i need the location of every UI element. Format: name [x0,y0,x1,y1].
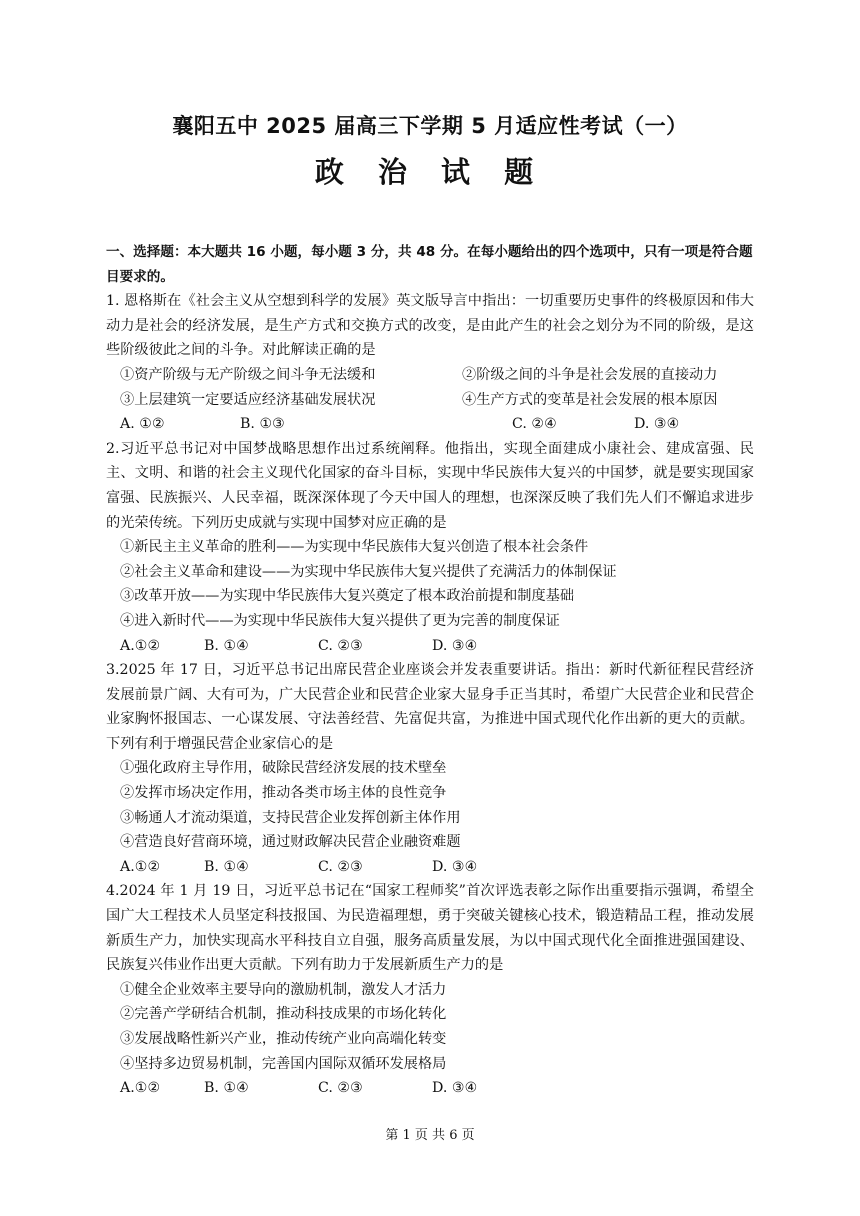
choice-d: D. ③④ [634,416,680,433]
statement: ②完善产学研结合机制，推动科技成果的市场化转化 [120,1006,447,1023]
statement-row [106,363,754,388]
statement: ③上层建筑一定要适应经济基础发展状况 [120,391,376,408]
statement: ②社会主义革命和建设——为实现中华民族伟大复兴提供了充满活力的体制保证 [120,563,617,580]
statement: ④营造良好营商环境，通过财政解决民营企业融资难题 [120,834,461,851]
page-number: 第 1 页 共 6 页 [385,1128,475,1143]
choice-a: A.①② [120,858,161,875]
choice-a: A.①② [120,1080,161,1097]
question-3 [106,658,754,879]
subject-title: 政 治 试 题 [314,155,546,189]
statement: ①资产阶级与无产阶级之间斗争无法缓和 [120,366,376,383]
choice-c: C. ②③ [318,637,363,654]
statement: ①强化政府主导作用，破除民营经济发展的技术壁垒 [120,760,447,777]
statement-row [106,388,754,413]
question-2 [106,437,754,658]
question-1 [106,289,754,437]
statement: ②发挥市场决定作用，推动各类市场主体的良性竞争 [120,785,447,802]
section-heading: 一、选择题：本大题共 16 小题，每小题 3 分，共 48 分。在每小题给出的四个选项中，只有一项是符合题目要求的。 [106,244,753,285]
choice-b: B. ①④ [204,858,249,875]
statement: ④生产方式的变革是社会发展的根本原因 [462,391,718,408]
choice-c: C. ②③ [318,1080,363,1097]
choice-a: A.①② [120,637,161,654]
answer-choices [106,1076,754,1101]
answer-choices [106,855,754,880]
question-stem: 2.习近平总书记对中国梦战略思想作出过系统阐释。他指出，实现全面建成小康社会、建成富强、民主、文明、和谐的社会主义现代化国家的奋斗目标，实现中华民族伟大复兴的中国梦，就是要实现国家富强、民族振兴、人民幸福，既深深体现了今天中国人的理想，也深深反映了我们先人们不懈追求进步的光荣传统。下列历史成就与实现中国梦对应正确的是 [106,440,754,531]
question-4 [106,879,754,1100]
exam-title: 襄阳五中 2025 届高三下学期 5 月适应性考试（一） [172,114,688,138]
statement: ④进入新时代——为实现中华民族伟大复兴提供了更为完善的制度保证 [120,612,560,629]
answer-choices [106,412,754,437]
choice-b: B. ①③ [240,416,285,433]
choice-d: D. ③④ [432,637,478,654]
choice-a: A. ①② [120,416,165,433]
choice-b: B. ①④ [204,1080,249,1097]
statement: ③畅通人才流动渠道，支持民营企业发挥创新主体作用 [120,809,461,826]
choice-c: C. ②④ [512,416,557,433]
choice-c: C. ②③ [318,858,363,875]
exam-body [106,240,754,1101]
statement: ④坚持多边贸易机制，完善国内国际双循环发展格局 [120,1055,447,1072]
statement: ①健全企业效率主要导向的激励机制，激发人才活力 [120,981,447,998]
statement: ①新民主主义革命的胜利——为实现中华民族伟大复兴创造了根本社会条件 [120,539,589,556]
question-stem: 3.2025 年 17 日，习近平总书记出席民营企业座谈会并发表重要讲话。指出：新时代新征程民营经济发展前景广阔、大有可为，广大民营企业和民营企业家大显身手正当其时，希望广大民营企业和民营企业家胸怀报国志、一心谋发展、守法善经营、先富促共富，为推进中国式现代化作出新的更大的贡献。下列有利于增强民营企业家信心的是 [106,662,754,752]
answer-choices [106,634,754,659]
question-stem: 1. 恩格斯在《社会主义从空想到科学的发展》英文版导言中指出：一切重要历史事件的终极原因和伟大动力是社会的经济发展，是生产方式和交换方式的改变，是由此产生的社会之划分为不同的阶级，是这些阶级彼此之间的斗争。对此解读正确的是 [106,293,754,359]
question-stem: 4.2024 年 1 月 19 日，习近平总书记在“国家工程师奖”首次评选表彰之际作出重要指示强调，希望全国广大工程技术人员坚定科技报国、为民造福理想，勇于突破关键核心技术，锻造精品工程，推动发展新质生产力，加快实现高水平科技自立自强，服务高质量发展，为以中国式现代化全面推进强国建设、民族复兴伟业作出更大贡献。下列有助力于发展新质生产力的是 [106,883,754,974]
statement: ②阶级之间的斗争是社会发展的直接动力 [462,366,718,383]
statement: ③改革开放——为实现中华民族伟大复兴奠定了根本政治前提和制度基础 [120,588,575,605]
statement: ③发展战略性新兴产业，推动传统产业向高端化转变 [120,1031,447,1047]
choice-d: D. ③④ [432,1080,478,1097]
choice-d: D. ③④ [432,858,478,875]
choice-b: B. ①④ [204,637,249,654]
